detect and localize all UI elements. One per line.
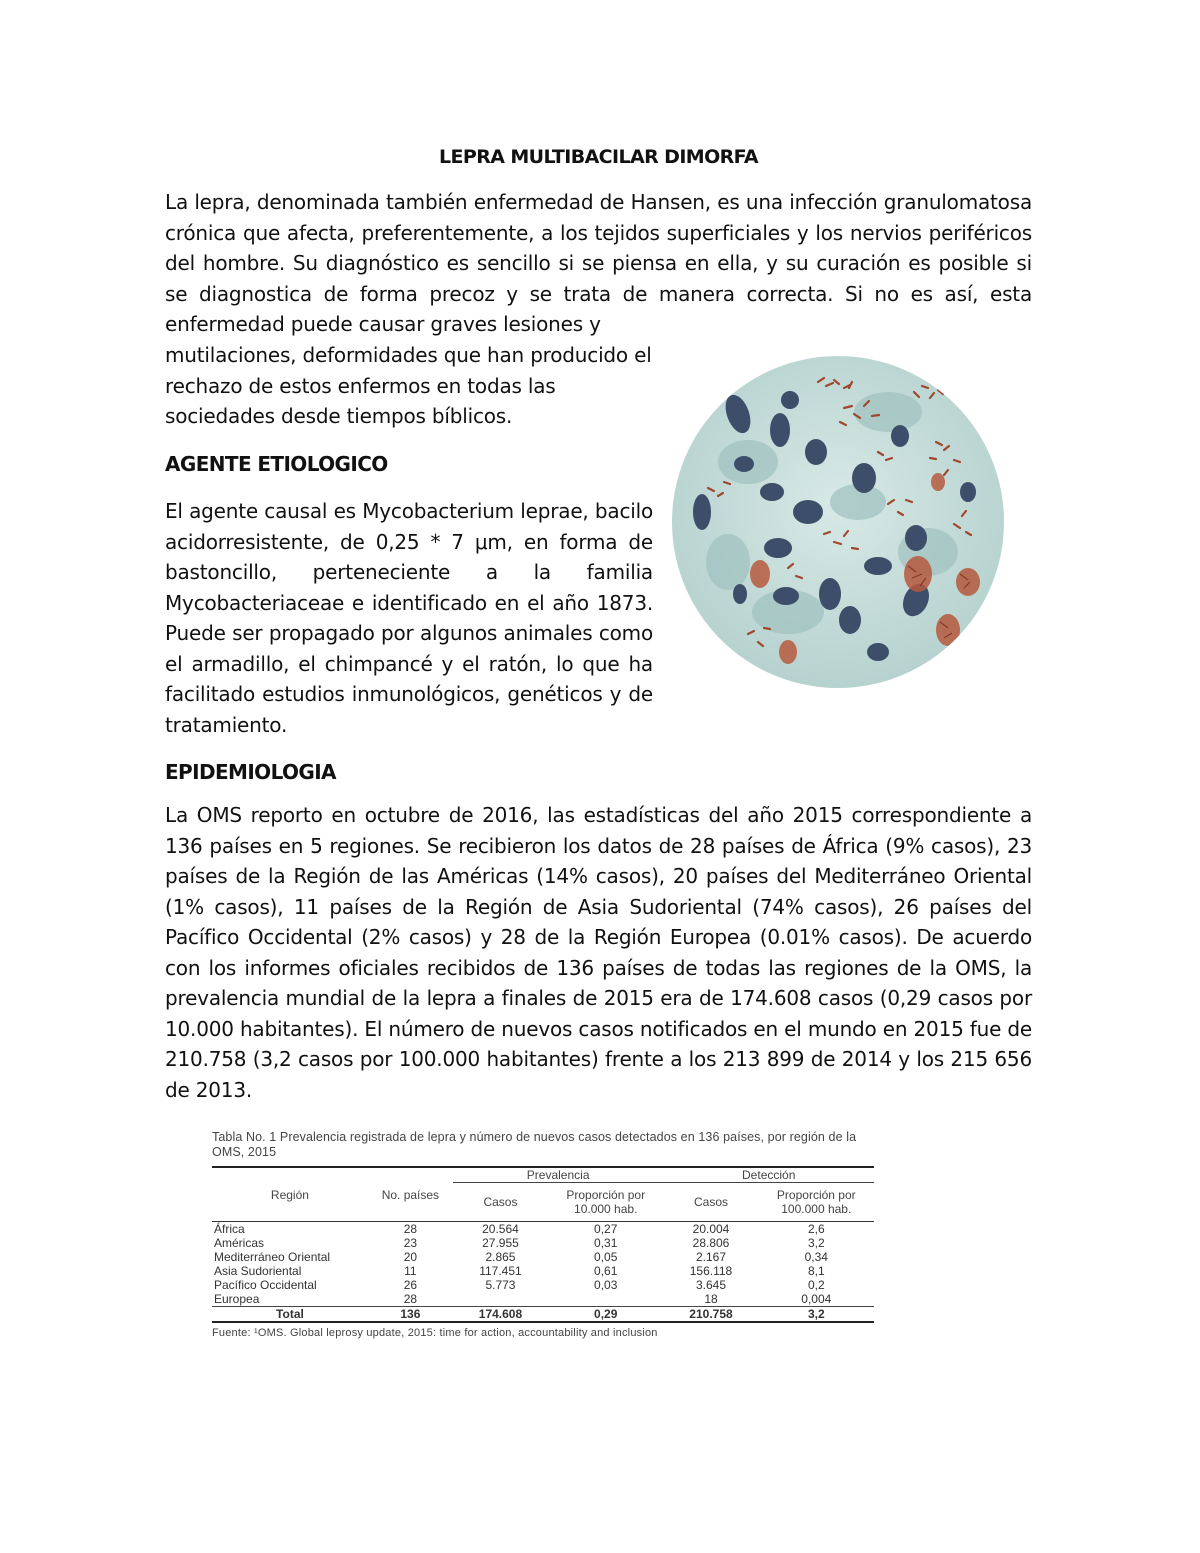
cell-det: 156.118 [689, 1264, 733, 1278]
group-deteccion: Detección [663, 1167, 874, 1183]
cell-region: Pacífico Occidental [214, 1278, 317, 1292]
cell-total-prop: 0,29 [548, 1307, 663, 1323]
table-row [212, 1222, 874, 1237]
col-region: Región [270, 1187, 309, 1202]
col-casos-det: Casos [693, 1195, 728, 1209]
group-prevalencia: Prevalencia [453, 1167, 664, 1183]
prevalence-table-figure [212, 1130, 874, 1339]
cell-paises: 28 [403, 1292, 418, 1306]
heading-agente-etiologico: AGENTE ETIOLOGICO [165, 452, 388, 476]
cell-casos: 117.451 [479, 1264, 522, 1278]
agent-paragraph: El agente causal es Mycobacterium leprae, bacilo acidorresistente, de 0,25 * 7 μm, en forma de bastoncillo, perteneciente a la familia Mycobacteriaceae e identificado en el año 1873. Puede ser propagado por algunos animales como el armadillo, el chimpancé y el ratón, lo que ha facilitado estudios inmunológicos, genéticos y de tratamiento. [165, 499, 653, 737]
prevalence-table [212, 1166, 874, 1323]
col-casos: Casos [483, 1195, 518, 1209]
cell-prop2: 2,6 [807, 1222, 825, 1236]
cell-paises: 11 [404, 1264, 417, 1278]
cell-region: Asia Sudoriental [214, 1264, 302, 1278]
cell-prop: 0,27 [594, 1222, 618, 1236]
cell-total-casos: 174.608 [453, 1307, 548, 1323]
cell-prop: 0,05 [594, 1250, 618, 1264]
cell-paises: 28 [403, 1222, 418, 1236]
heading-epidemiologia: EPIDEMIOLOGIA [165, 760, 336, 784]
cell-region: Mediterráneo Oriental [214, 1250, 331, 1264]
cell-prop2: 0,34 [804, 1250, 828, 1264]
table-source: Fuente: ¹OMS. Global leprosy update, 2015: time for action, accountability and inclusion [212, 1327, 658, 1339]
table-caption: Tabla No. 1 Prevalencia registrada de lepra y número de nuevos casos detectados en 136 países, por región de la OMS, 2015 [212, 1130, 857, 1159]
cell-casos: 20.564 [482, 1222, 519, 1236]
cell-prop2: 0,004 [801, 1292, 832, 1306]
cell-paises: 20 [403, 1250, 418, 1264]
microscopy-image [668, 352, 1008, 692]
col-prop100: Proporción por 100.000 hab. [776, 1188, 856, 1216]
table-row [212, 1250, 874, 1264]
table-row [212, 1292, 874, 1307]
cell-region: África [214, 1222, 245, 1236]
cell-prop: 0,03 [594, 1278, 618, 1292]
cell-prop: 0,31 [594, 1236, 618, 1250]
cell-prop: 0,61 [594, 1264, 618, 1278]
cell-paises: 23 [403, 1236, 418, 1250]
cell-prop2: 3,2 [807, 1236, 825, 1250]
cell-det: 2.167 [695, 1250, 726, 1264]
table-total-row [212, 1307, 874, 1323]
cell-prop [548, 1292, 663, 1307]
table-row [212, 1264, 874, 1278]
cell-det: 18 [704, 1292, 718, 1306]
col-paises: No. países [381, 1187, 440, 1202]
page-title: LEPRA MULTIBACILAR DIMORFA [439, 146, 758, 168]
intro-paragraph: La lepra, denominada también enfermedad de Hansen, es una infección granulomatosa crónica que afecta, preferentemente, a los tejidos superficiales y los nervios periféricos del hombre. Su diagnóstico es sencillo si se piensa en ella, y su curación es posible si se diagnostica de forma precoz y se trata de manera correcta. Si no es así, esta enfermedad puede causar graves lesiones y [165, 190, 1032, 336]
cell-region: Europea [214, 1292, 260, 1306]
cell-prop2: 8,1 [807, 1264, 825, 1278]
col-prop10: Proporción por 10.000 hab. [566, 1188, 646, 1216]
cell-casos [453, 1292, 548, 1307]
intro-paragraph-continued: mutilaciones, deformidades que han producido el rechazo de estos enfermos en todas las sociedades desde tiempos bíblicos. [165, 343, 652, 428]
cell-det: 20.004 [692, 1222, 730, 1236]
epidemiology-paragraph: La OMS reporto en octubre de 2016, las estadísticas del año 2015 correspondiente a 136 países en 5 regiones. Se recibieron los datos de 28 países de África (9% casos), 23 países de la Región de las Américas (14% casos), 20 países del Mediterráneo Oriental (1% casos), 11 países de la Región de Asia Sudoriental (74% casos), 26 países del Pacífico Occidental (2% casos) y 28 de la Región Europea (0.01% casos). De acuerdo con los informes oficiales recibidos de 136 países de todas las regiones de la OMS, la prevalencia mundial de la lepra a finales de 2015 era de 174.608 casos (0,29 casos por 10.000 habitantes). El número de nuevos casos notificados en el mundo en 2015 fue de 210.758 (3,2 casos por 100.000 habitantes) frente a los 213 899 de 2014 y los 215 656 de 2013. [165, 803, 1032, 1102]
cell-total-det: 210.758 [663, 1307, 758, 1323]
cell-casos: 5.773 [485, 1278, 516, 1292]
cell-total-prop2: 3,2 [759, 1307, 874, 1323]
cell-total-paises: 136 [368, 1307, 453, 1323]
cell-casos: 2.865 [485, 1250, 516, 1264]
cell-region: Américas [214, 1236, 265, 1250]
cell-det: 28.806 [692, 1236, 730, 1250]
cell-det: 3.645 [695, 1278, 726, 1292]
cell-casos: 27.955 [482, 1236, 519, 1250]
table-row [212, 1278, 874, 1292]
cell-prop2: 0,2 [807, 1278, 825, 1292]
cell-total-label: Total [212, 1307, 368, 1323]
cell-paises: 26 [403, 1278, 418, 1292]
table-row [212, 1236, 874, 1250]
